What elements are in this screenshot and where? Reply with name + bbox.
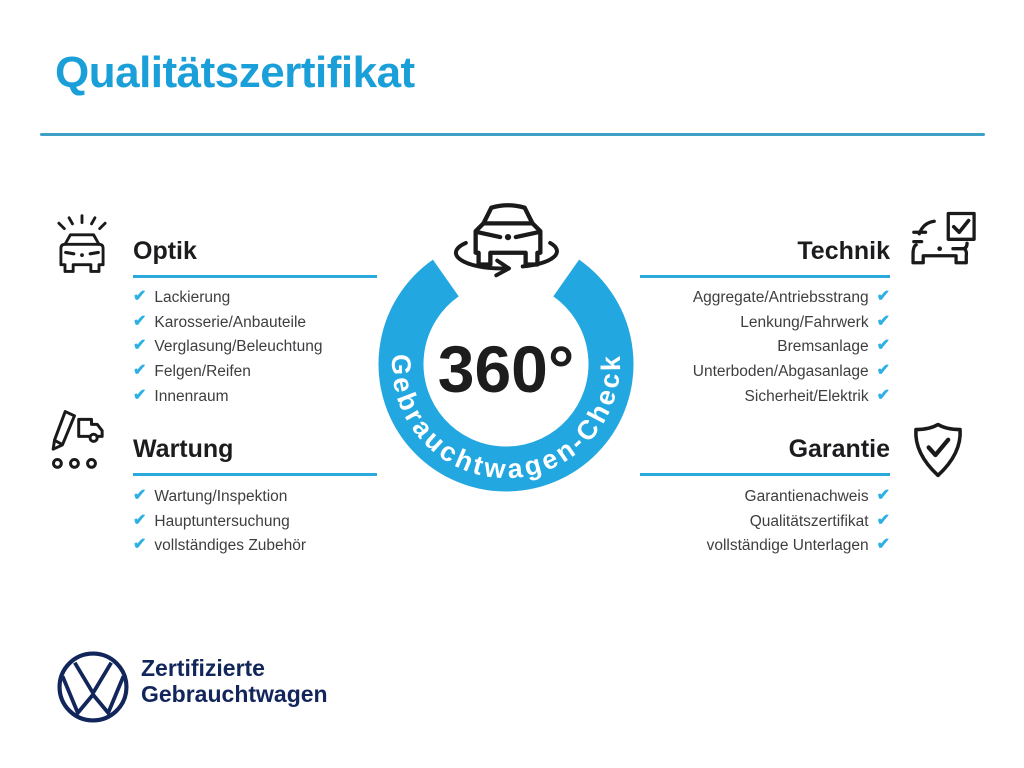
car-360-rotation-icon (448, 192, 568, 290)
check-icon: ✔ (876, 511, 890, 529)
checklist-item-label: vollständiges Zubehör (154, 537, 307, 555)
checklist-item (693, 286, 890, 311)
footer-claim-line2: Gebrauchtwagen (141, 681, 328, 707)
section-heading-garantie: Garantie (640, 435, 890, 476)
checklist-item (133, 534, 306, 559)
checklist-item (133, 384, 229, 409)
checklist-item-label: vollständige Unterlagen (706, 537, 869, 555)
section-heading-optik: Optik (133, 237, 377, 278)
checklist-item-label: Garantienachweis (744, 488, 869, 506)
check-icon: ✔ (133, 386, 147, 404)
checklist-item (745, 384, 890, 409)
car-shine-icon (52, 213, 112, 281)
check-icon: ✔ (876, 386, 890, 404)
checklist-item (133, 510, 290, 535)
check-icon: ✔ (876, 487, 890, 505)
check-icon: ✔ (133, 487, 147, 505)
checklist-item-label: Lenkung/Fahrwerk (740, 313, 869, 331)
car-checkbox-icon (906, 211, 978, 277)
check-icon: ✔ (876, 362, 890, 380)
vw-logo (55, 649, 131, 725)
check-icon: ✔ (133, 288, 147, 306)
check-icon: ✔ (876, 337, 890, 355)
badge-ring-label: Gebrauchtwagen-Check (385, 353, 627, 485)
checklist-item (133, 286, 230, 311)
checklist-item-label: Qualitätszertifikat (749, 512, 869, 530)
checklist-item-label: Sicherheit/Elektrik (744, 387, 869, 405)
checklist-item (133, 360, 251, 385)
section-heading-wartung: Wartung (133, 435, 377, 476)
checklist-item-label: Hauptuntersuchung (154, 512, 290, 530)
check-icon: ✔ (133, 536, 147, 554)
checklist-item-label: Karosserie/Anbauteile (154, 313, 307, 331)
checklist-item-label: Innenraum (154, 387, 229, 405)
check-icon: ✔ (133, 511, 147, 529)
footer-claim (141, 655, 328, 707)
checklist-item (777, 335, 890, 360)
check-icon: ✔ (876, 536, 890, 554)
page-title: Qualitätszertifikat (55, 48, 415, 97)
footer-claim-line1: Zertifizierte (141, 655, 265, 681)
checklist-item-label: Wartung/Inspektion (154, 488, 288, 506)
section-heading-technik: Technik (640, 237, 890, 278)
check-icon: ✔ (133, 337, 147, 355)
checklist-item (750, 510, 890, 535)
checklist-item (133, 335, 322, 360)
badge-360-value: 360° (437, 332, 575, 406)
checklist-item (133, 485, 287, 510)
checklist-item (707, 534, 890, 559)
checklist-item-label: Bremsanlage (777, 338, 869, 356)
checklist-item-label: Verglasung/Beleuchtung (154, 338, 323, 356)
title-divider (40, 133, 985, 136)
checklist-item (745, 485, 890, 510)
checklist-item-label: Felgen/Reifen (154, 363, 251, 381)
checklist-item (740, 311, 890, 336)
checklist-item-label: Unterboden/Abgasanlage (692, 363, 869, 381)
checklist-item (693, 360, 890, 385)
service-checklist-icon (46, 408, 110, 479)
check-icon: ✔ (133, 362, 147, 380)
shield-check-icon (910, 421, 966, 484)
check-icon: ✔ (876, 312, 890, 330)
checklist-item-label: Lackierung (154, 289, 231, 307)
checklist-item-label: Aggregate/Antriebsstrang (692, 289, 869, 307)
check-icon: ✔ (133, 312, 147, 330)
check-icon: ✔ (876, 288, 890, 306)
checklist-item (133, 311, 306, 336)
